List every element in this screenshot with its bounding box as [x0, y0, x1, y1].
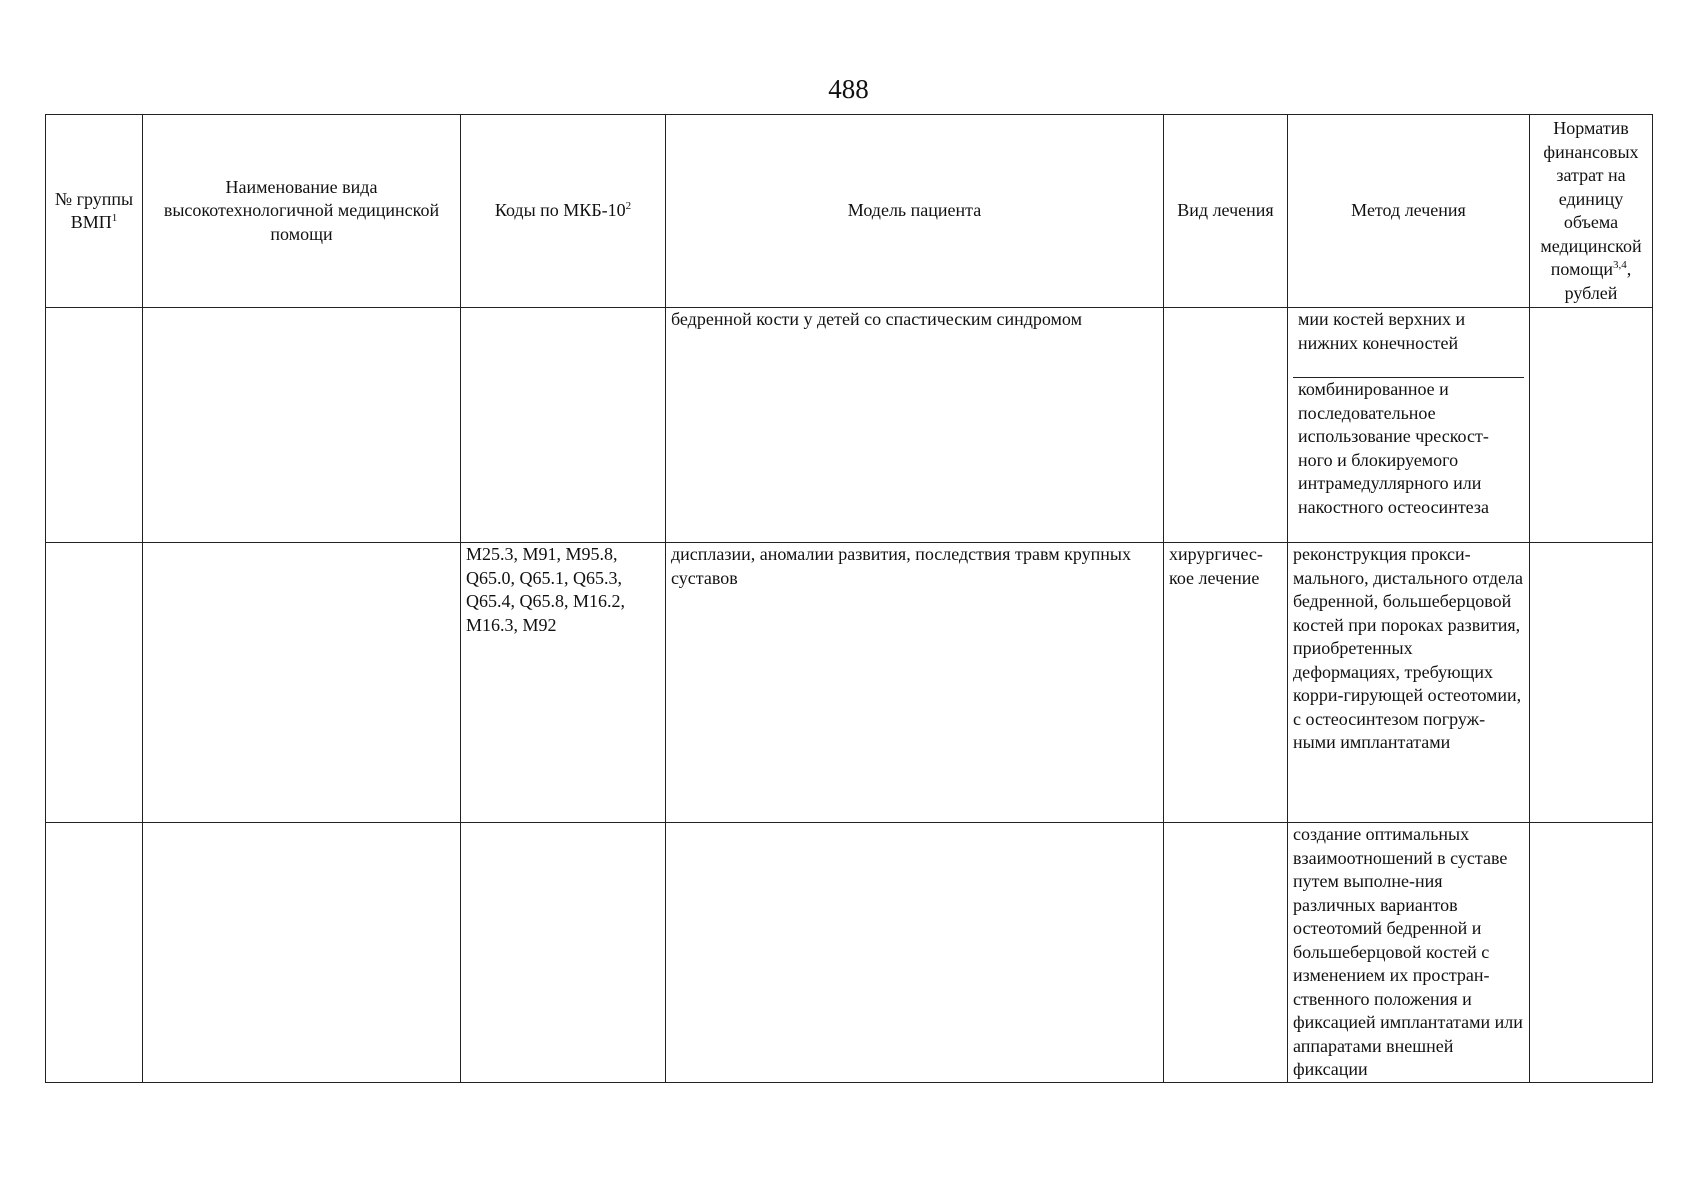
treatment-method-cell: реконструкция прокси-мального, дистального отдела бедренной, большеберцовой костей при пороках развития, приобретенных деформациях, требующих корри-гирующей остеотомии, с остеосинтезом погруж-ными имплантатами: [1288, 543, 1530, 823]
header-icd10-codes: Коды по МКБ-$10^2$: [461, 115, 666, 308]
table-row: [46, 823, 1653, 1083]
treatment-type-cell: [1164, 823, 1288, 1083]
treatment-type-cell: [1164, 308, 1288, 543]
patient-model-cell: бедренной кости у детей со спастическим синдромом: [666, 308, 1164, 543]
care-type-name-cell: [143, 823, 461, 1083]
care-type-name-cell: [143, 543, 461, 823]
header-treatment-type: Вид лечения: [1164, 115, 1288, 308]
treatment-method-item: комбинированное и последовательное использование чрескост-ного и блокируемого интрамедуллярного или накостного остеосинтеза: [1298, 379, 1489, 517]
table-row: [46, 308, 1653, 543]
vmp-table: [45, 114, 1653, 1083]
header-care-type-name: Наименование вида высокотехнологичной медицинской помощи: [143, 115, 461, 308]
header-treatment-method: Метод лечения: [1288, 115, 1530, 308]
treatment-method-item: мии костей верхних и нижних конечностей: [1293, 308, 1524, 378]
treatment-type-cell: хирургичес-кое лечение: [1164, 543, 1288, 823]
table-header-row: [46, 115, 1653, 308]
header-patient-model: Модель пациента: [666, 115, 1164, 308]
header-group-number: № группы ВМП$^1$: [46, 115, 143, 308]
icd10-codes-cell: M25.3, M91, M95.8, Q65.0, Q65.1, Q65.3, Q65.4, Q65.8, M16.2, M16.3, M92: [461, 543, 666, 823]
cost-standard-cell: [1530, 823, 1653, 1083]
group-number-cell: [46, 823, 143, 1083]
patient-model-cell: [666, 823, 1164, 1083]
icd10-codes-cell: [461, 823, 666, 1083]
patient-model-cell: дисплазии, аномалии развития, последствия травм крупных суставов: [666, 543, 1164, 823]
group-number-cell: [46, 308, 143, 543]
treatment-method-cell: создание оптимальных взаимоотношений в суставе путем выполне-ния различных вариантов остеотомий бедренной и большеберцовой костей с изменением их простран-ственного положения и фиксацией имплантатами или аппаратами внешней фиксации: [1288, 823, 1530, 1083]
table-row: [46, 543, 1653, 823]
page-number: 488: [828, 74, 869, 104]
cost-standard-cell: [1530, 308, 1653, 543]
header-cost-standard: Норматив финансовых затрат на единицу объема медицинской помощи$^{3,4}$, рублей: [1530, 115, 1653, 308]
treatment-method-cell: [1288, 308, 1530, 543]
cost-standard-cell: [1530, 543, 1653, 823]
care-type-name-cell: [143, 308, 461, 543]
icd10-codes-cell: [461, 308, 666, 543]
group-number-cell: [46, 543, 143, 823]
